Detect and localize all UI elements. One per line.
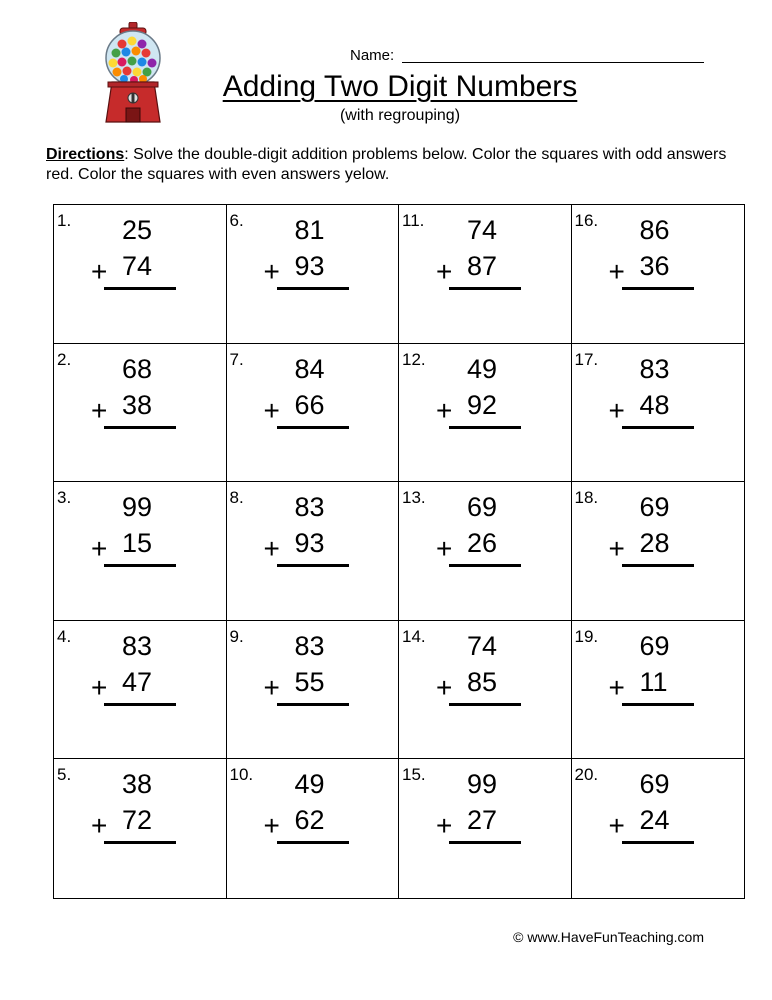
directions-text: : Solve the double-digit addition problems below. Color the squares with odd answers red. Color the squares with even answers yelow. bbox=[46, 146, 727, 183]
bottom-addend: 48 bbox=[639, 389, 670, 420]
plus-sign: + bbox=[436, 256, 453, 287]
top-addend: 83 bbox=[294, 492, 325, 523]
plus-sign: + bbox=[263, 671, 280, 703]
plus-sign: + bbox=[91, 394, 108, 426]
bottom-addend: 87 bbox=[467, 251, 498, 281]
top-addend: 69 bbox=[639, 630, 670, 661]
problem-number: 2. bbox=[57, 349, 72, 369]
bottom-addend: 11 bbox=[639, 666, 668, 697]
problem-number: 12. bbox=[402, 349, 426, 369]
problem-cell[interactable] bbox=[227, 482, 400, 621]
bottom-addend: 62 bbox=[294, 805, 325, 836]
answer-line bbox=[622, 287, 694, 290]
answer-line bbox=[277, 841, 349, 844]
top-addend: 99 bbox=[122, 492, 153, 523]
plus-sign: + bbox=[91, 256, 108, 287]
plus-sign: + bbox=[608, 533, 625, 565]
bottom-addend: 26 bbox=[467, 528, 498, 559]
bottom-addend: 93 bbox=[294, 528, 325, 559]
problem-cell[interactable] bbox=[572, 621, 745, 760]
problem-number: 8. bbox=[229, 488, 244, 508]
problem-number: 1. bbox=[57, 211, 72, 230]
answer-line bbox=[449, 564, 521, 567]
plus-sign: + bbox=[263, 533, 280, 565]
plus-sign: + bbox=[436, 671, 453, 703]
answer-line bbox=[622, 703, 694, 706]
problem-cell[interactable] bbox=[54, 759, 227, 898]
problem-cell[interactable] bbox=[227, 205, 400, 344]
problem-cell[interactable] bbox=[54, 621, 227, 760]
problem-number: 6. bbox=[229, 211, 244, 230]
top-addend: 83 bbox=[122, 630, 153, 661]
answer-line bbox=[449, 426, 521, 429]
problem-cell[interactable] bbox=[399, 482, 572, 621]
problem-cell[interactable] bbox=[54, 344, 227, 483]
answer-line bbox=[449, 703, 521, 706]
problem-number: 16. bbox=[574, 211, 599, 230]
problem-number: 18. bbox=[574, 488, 599, 508]
plus-sign: + bbox=[436, 533, 453, 565]
problem-number: 15. bbox=[402, 765, 426, 785]
top-addend: 69 bbox=[639, 769, 670, 800]
bottom-addend: 47 bbox=[122, 666, 153, 697]
top-addend: 83 bbox=[294, 630, 325, 661]
answer-line bbox=[277, 426, 349, 429]
problem-number: 13. bbox=[402, 488, 426, 508]
answer-line bbox=[449, 841, 521, 844]
plus-sign: + bbox=[608, 671, 625, 703]
answer-line bbox=[104, 564, 176, 567]
plus-sign: + bbox=[436, 394, 453, 426]
answer-line bbox=[104, 426, 176, 429]
bottom-addend: 28 bbox=[639, 528, 670, 559]
answer-line bbox=[277, 287, 349, 290]
plus-sign: + bbox=[91, 810, 108, 842]
problem-cell[interactable] bbox=[54, 482, 227, 621]
bottom-addend: 74 bbox=[122, 251, 153, 281]
plus-sign: + bbox=[608, 256, 625, 287]
gumball-machine-icon bbox=[96, 22, 170, 124]
problem-cell[interactable] bbox=[572, 482, 745, 621]
bottom-addend: 38 bbox=[122, 389, 153, 420]
problem-number: 17. bbox=[574, 349, 599, 369]
plus-sign: + bbox=[608, 810, 625, 842]
problem-cell[interactable] bbox=[399, 621, 572, 760]
bottom-addend: 27 bbox=[467, 805, 498, 836]
top-addend: 49 bbox=[467, 353, 498, 384]
problem-number: 3. bbox=[57, 488, 72, 508]
problem-number: 14. bbox=[402, 626, 426, 646]
name-line[interactable] bbox=[402, 62, 704, 63]
problem-number: 7. bbox=[229, 349, 244, 369]
problem-cell[interactable] bbox=[227, 344, 400, 483]
problem-cell[interactable] bbox=[572, 205, 745, 344]
top-addend: 38 bbox=[122, 769, 153, 800]
top-addend: 74 bbox=[467, 215, 498, 245]
problem-number: 9. bbox=[229, 626, 244, 646]
answer-line bbox=[622, 564, 694, 567]
page-title: Adding Two Digit Numbers bbox=[222, 70, 578, 103]
answer-line bbox=[104, 703, 176, 706]
answer-line bbox=[277, 564, 349, 567]
bottom-addend: 93 bbox=[294, 251, 325, 281]
top-addend: 86 bbox=[639, 215, 670, 245]
problem-number: 20. bbox=[574, 765, 599, 785]
bottom-addend: 66 bbox=[294, 389, 325, 420]
top-addend: 84 bbox=[294, 353, 325, 384]
top-addend: 83 bbox=[639, 353, 670, 384]
bottom-addend: 72 bbox=[122, 805, 153, 836]
plus-sign: + bbox=[608, 394, 625, 426]
problem-cell[interactable] bbox=[399, 344, 572, 483]
directions-label: Directions bbox=[46, 146, 125, 163]
bottom-addend: 24 bbox=[639, 805, 670, 836]
plus-sign: + bbox=[91, 671, 108, 703]
problem-cell[interactable] bbox=[54, 205, 227, 344]
plus-sign: + bbox=[263, 394, 280, 426]
problem-number: 19. bbox=[574, 626, 599, 646]
bottom-addend: 92 bbox=[467, 389, 498, 420]
directions bbox=[46, 145, 736, 185]
problem-cell[interactable] bbox=[572, 344, 745, 483]
problem-cell[interactable] bbox=[227, 621, 400, 760]
top-addend: 74 bbox=[467, 630, 498, 661]
answer-line bbox=[104, 287, 176, 290]
problem-number: 11. bbox=[402, 211, 425, 230]
copyright-footer: © www.HaveFunTeaching.com bbox=[513, 929, 704, 945]
top-addend: 69 bbox=[639, 492, 670, 523]
top-addend: 68 bbox=[122, 353, 153, 384]
answer-line bbox=[104, 841, 176, 844]
bottom-addend: 85 bbox=[467, 666, 498, 697]
top-addend: 49 bbox=[294, 769, 325, 800]
top-addend: 25 bbox=[122, 215, 153, 245]
top-addend: 81 bbox=[294, 215, 325, 245]
plus-sign: + bbox=[263, 810, 280, 842]
problem-cell[interactable] bbox=[572, 759, 745, 898]
answer-line bbox=[449, 287, 521, 290]
page-subtitle: (with regrouping) bbox=[339, 107, 461, 124]
plus-sign: + bbox=[91, 533, 108, 565]
answer-line bbox=[622, 426, 694, 429]
top-addend: 99 bbox=[467, 769, 498, 800]
plus-sign: + bbox=[436, 810, 453, 842]
bottom-addend: 15 bbox=[122, 528, 153, 559]
plus-sign: + bbox=[263, 256, 280, 287]
problem-grid bbox=[53, 204, 745, 899]
problem-cell[interactable] bbox=[399, 759, 572, 898]
problem-number: 10. bbox=[229, 765, 254, 785]
bottom-addend: 36 bbox=[639, 251, 670, 281]
problem-cell[interactable] bbox=[399, 205, 572, 344]
answer-line bbox=[277, 703, 349, 706]
problem-number: 5. bbox=[57, 765, 72, 785]
problem-number: 4. bbox=[57, 626, 72, 646]
bottom-addend: 55 bbox=[294, 666, 325, 697]
problem-cell[interactable] bbox=[227, 759, 400, 898]
name-field[interactable] bbox=[350, 44, 710, 68]
name-label: Name: bbox=[350, 47, 395, 64]
answer-line bbox=[622, 841, 694, 844]
top-addend: 69 bbox=[467, 492, 498, 523]
